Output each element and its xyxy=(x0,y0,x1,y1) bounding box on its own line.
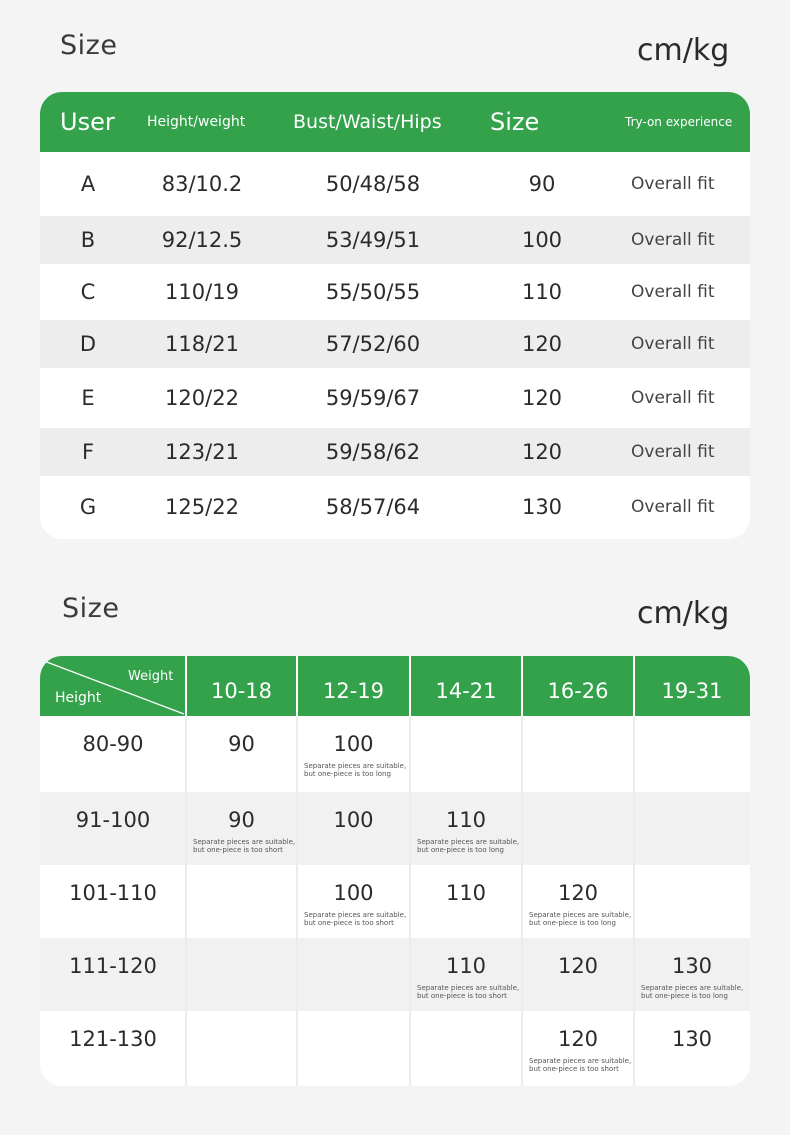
size-grid-row xyxy=(40,716,750,792)
cell-user: A xyxy=(80,172,96,196)
header-tryon-experience: Try-on experience xyxy=(625,115,733,129)
cell-size: 100 xyxy=(521,228,563,252)
cell-tryon-experience: Overall fit xyxy=(631,388,715,408)
fit-note: Separate pieces are suitable, but one-piece is too long xyxy=(417,838,520,854)
size-grid-cell xyxy=(410,938,522,1011)
section1-unit: cm/kg xyxy=(637,33,730,68)
size-grid-row xyxy=(40,792,750,865)
grid-divider xyxy=(296,716,298,1086)
size-grid-cell xyxy=(186,792,297,865)
height-range-cell: 121-130 xyxy=(69,1027,157,1051)
cell-size: 120 xyxy=(521,332,563,356)
cell-tryon-experience: Overall fit xyxy=(631,334,715,354)
size-value: 120 xyxy=(557,881,599,905)
grid-divider xyxy=(521,716,523,1086)
fit-note: Separate pieces are suitable, but one-piece is too short xyxy=(193,838,296,854)
size-grid-cell xyxy=(297,716,410,792)
size-grid-cell xyxy=(522,792,634,865)
tryon-row xyxy=(40,216,750,264)
size-value: 90 xyxy=(228,732,255,756)
cell-user: E xyxy=(81,386,95,410)
cell-user: B xyxy=(80,228,96,252)
height-range-cell: 80-90 xyxy=(82,732,144,756)
size-value: 110 xyxy=(445,808,487,832)
cell-tryon-experience: Overall fit xyxy=(631,230,715,250)
header-bust-waist-hips: Bust/Waist/Hips xyxy=(293,111,442,133)
cell-height-weight: 92/12.5 xyxy=(161,228,243,252)
size-grid-row xyxy=(40,1011,750,1086)
cell-bust-waist-hips: 58/57/64 xyxy=(325,495,421,519)
cell-height-weight: 110/19 xyxy=(165,280,239,304)
size-grid-row xyxy=(40,865,750,938)
cell-size: 130 xyxy=(521,495,563,519)
cell-tryon-experience: Overall fit xyxy=(631,442,715,462)
header-divider xyxy=(409,656,411,716)
fit-note: Separate pieces are suitable, but one-piece is too long xyxy=(304,762,407,778)
cell-height-weight: 125/22 xyxy=(165,495,239,519)
size-value: 110 xyxy=(445,954,487,978)
size-grid-cell xyxy=(634,1011,750,1086)
fit-note: Separate pieces are suitable, but one-piece is too long xyxy=(641,984,744,1000)
size-grid-cell xyxy=(522,938,634,1011)
size-grid-cell xyxy=(186,1011,297,1086)
tryon-row xyxy=(40,320,750,368)
size-grid-cell xyxy=(522,716,634,792)
cell-bust-waist-hips: 59/58/62 xyxy=(325,440,421,464)
size-value: 120 xyxy=(557,1027,599,1051)
size-grid-row xyxy=(40,938,750,1011)
cell-size: 120 xyxy=(521,440,563,464)
header-divider xyxy=(633,656,635,716)
cell-height-weight: 118/21 xyxy=(165,332,239,356)
grid-divider xyxy=(409,716,411,1086)
size-grid-cell xyxy=(522,865,634,938)
grid-divider xyxy=(633,716,635,1086)
size-grid-cell xyxy=(297,792,410,865)
cell-bust-waist-hips: 57/52/60 xyxy=(325,332,421,356)
height-range-cell: 91-100 xyxy=(75,808,151,832)
size-grid-cell xyxy=(634,716,750,792)
size-grid-table xyxy=(40,656,750,1086)
cell-bust-waist-hips: 53/49/51 xyxy=(325,228,421,252)
size-grid-cell xyxy=(410,1011,522,1086)
fit-note: Separate pieces are suitable, but one-piece is too short xyxy=(417,984,520,1000)
corner-height-label: Height xyxy=(55,690,102,706)
corner-weight-label: Weight xyxy=(128,669,174,684)
cell-height-weight: 120/22 xyxy=(165,386,239,410)
size-grid-cell xyxy=(410,865,522,938)
size-value: 130 xyxy=(671,1027,713,1051)
size-grid-cell xyxy=(297,865,410,938)
tryon-row xyxy=(40,152,750,216)
section1-label: Size xyxy=(60,30,118,61)
size-value: 120 xyxy=(557,954,599,978)
size-grid-cell xyxy=(297,938,410,1011)
tryon-table-header xyxy=(40,92,750,152)
cell-bust-waist-hips: 50/48/58 xyxy=(325,172,421,196)
cell-height-weight: 83/10.2 xyxy=(161,172,243,196)
cell-height-weight: 123/21 xyxy=(165,440,239,464)
size-value: 90 xyxy=(228,808,255,832)
size-value: 130 xyxy=(671,954,713,978)
cell-tryon-experience: Overall fit xyxy=(631,497,715,517)
fit-note: Separate pieces are suitable, but one-piece is too short xyxy=(529,1057,632,1073)
cell-bust-waist-hips: 59/59/67 xyxy=(325,386,421,410)
size-grid-cell xyxy=(297,1011,410,1086)
size-grid-cell xyxy=(186,865,297,938)
header-divider xyxy=(185,656,187,716)
weight-col-12-19: 12-19 xyxy=(322,679,385,703)
grid-divider xyxy=(185,716,187,1086)
size-grid-cell xyxy=(634,865,750,938)
size-value: 100 xyxy=(333,732,374,756)
section2-label: Size xyxy=(62,593,120,624)
size-grid-header xyxy=(40,656,750,716)
size-value: 110 xyxy=(445,881,487,905)
size-grid-cell xyxy=(634,792,750,865)
tryon-row xyxy=(40,368,750,428)
cell-size: 110 xyxy=(521,280,563,304)
section2-unit: cm/kg xyxy=(637,596,730,631)
tryon-row xyxy=(40,264,750,320)
corner-diagonal xyxy=(40,656,186,716)
height-range-cell: 101-110 xyxy=(69,881,157,905)
cell-bust-waist-hips: 55/50/55 xyxy=(325,280,421,304)
cell-size: 90 xyxy=(528,172,556,196)
size-grid-cell xyxy=(186,716,297,792)
size-grid-cell xyxy=(522,1011,634,1086)
fit-note: Separate pieces are suitable, but one-piece is too long xyxy=(529,911,632,927)
cell-size: 120 xyxy=(521,386,563,410)
header-size: Size xyxy=(490,108,540,136)
cell-user: G xyxy=(79,495,97,519)
weight-col-10-18: 10-18 xyxy=(210,679,273,703)
header-height-weight: Height/weight xyxy=(147,114,246,130)
tryon-row xyxy=(40,428,750,476)
cell-tryon-experience: Overall fit xyxy=(631,174,715,194)
size-value: 100 xyxy=(333,808,374,832)
tryon-row xyxy=(40,476,750,539)
size-grid-cell xyxy=(186,938,297,1011)
fit-note: Separate pieces are suitable, but one-piece is too short xyxy=(304,911,407,927)
header-divider xyxy=(296,656,298,716)
size-grid-cell xyxy=(410,716,522,792)
size-grid-cell xyxy=(410,792,522,865)
cell-user: C xyxy=(80,280,96,304)
size-grid-cell xyxy=(634,938,750,1011)
tryon-table xyxy=(40,92,750,539)
cell-user: D xyxy=(79,332,97,356)
height-range-cell: 111-120 xyxy=(69,954,157,978)
weight-col-14-21: 14-21 xyxy=(435,679,497,703)
size-value: 100 xyxy=(333,881,374,905)
cell-user: F xyxy=(81,440,95,464)
header-divider xyxy=(521,656,523,716)
header-user: User xyxy=(60,108,115,136)
weight-col-16-26: 16-26 xyxy=(547,679,609,703)
cell-tryon-experience: Overall fit xyxy=(631,282,715,302)
weight-col-19-31: 19-31 xyxy=(661,679,723,703)
